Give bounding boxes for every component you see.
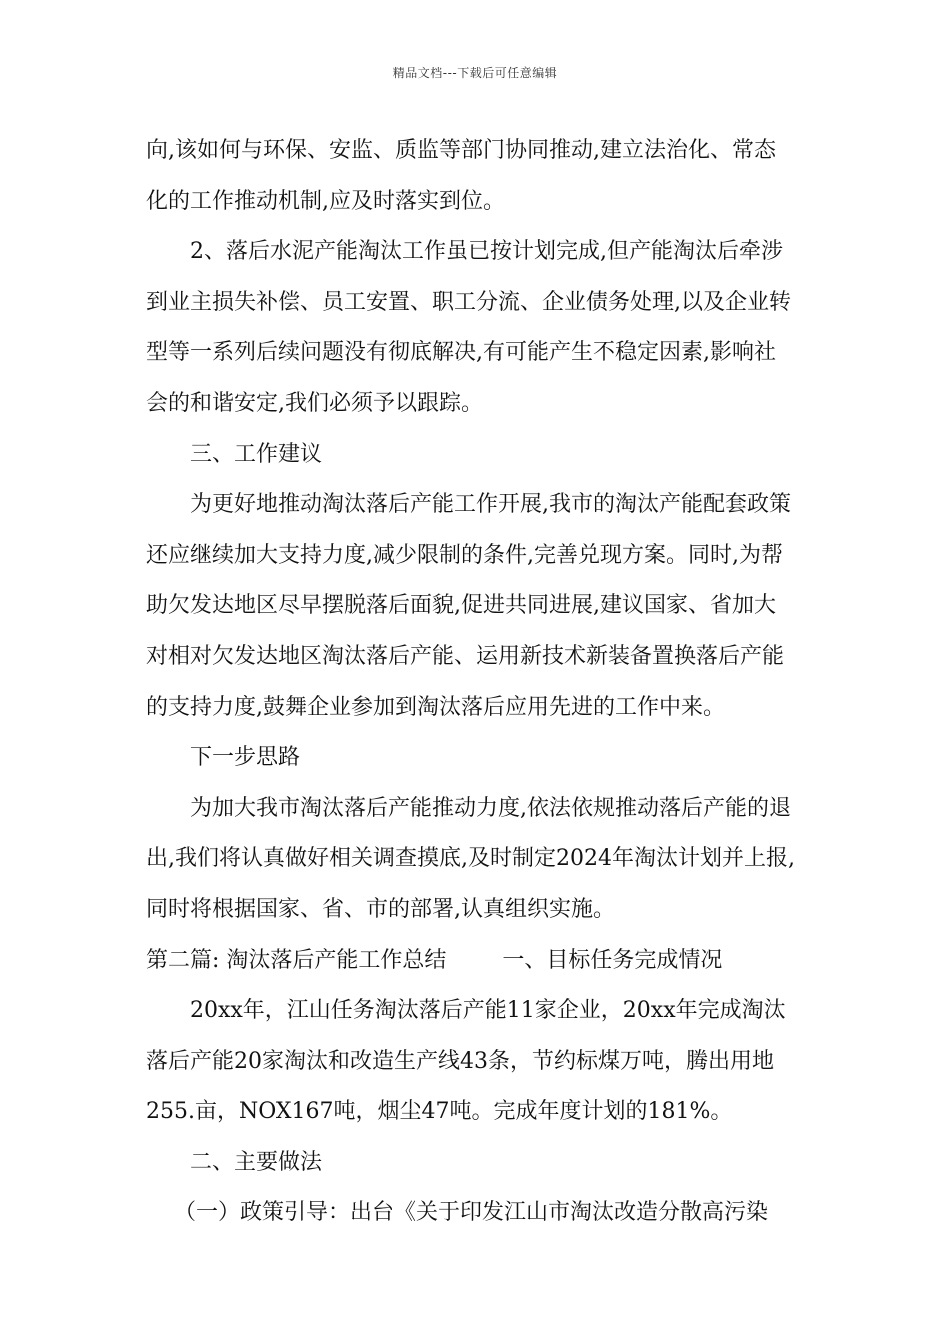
chapter-title: 第二篇: 淘汰落后产能工作总结 — [146, 947, 447, 973]
paragraph-line: 落后产能20家淘汰和改造生产线43条，节约标煤万吨，腾出用地 — [146, 1048, 774, 1074]
paragraph-line: 助欠发达地区尽早摆脱落后面貌,促进共同进展,建议国家、省加大 — [146, 593, 776, 619]
paragraph-line: 255.亩，NOX167吨，烟尘47吨。完成年度计划的181%。 — [146, 1099, 733, 1125]
section-heading: 下一步思路 — [190, 745, 301, 771]
paragraph-line: 出,我们将认真做好相关调查摸底,及时制定2024年淘汰计划并上报, — [146, 846, 795, 872]
section-heading: 一、目标任务完成情况 — [502, 947, 723, 973]
section-heading: 二、主要做法 — [190, 1149, 323, 1175]
page-header: 精品文档---下载后可任意编辑 — [392, 66, 558, 80]
paragraph-line: （一）政策引导：出台《关于印发江山市淘汰改造分散高污染 — [174, 1200, 769, 1226]
paragraph-line: 的支持力度,鼓舞企业参加到淘汰落后应用先进的工作中来。 — [146, 694, 725, 720]
paragraph-line: 型等一系列后续问题没有彻底解决,有可能产生不稳定因素,影响社 — [146, 340, 776, 366]
paragraph-line: 为更好地推动淘汰落后产能工作开展,我市的淘汰产能配套政策 — [190, 492, 791, 518]
paragraph-line: 化的工作推动机制,应及时落实到位。 — [146, 188, 505, 214]
chapter-heading-line — [146, 936, 806, 987]
paragraph-line: 2、落后水泥产能淘汰工作虽已按计划完成,但产能淘汰后牵涉 — [190, 239, 783, 265]
paragraph-line: 对相对欠发达地区淘汰落后产能、运用新技术新装备置换落后产能 — [146, 643, 785, 669]
paragraph-line: 还应继续加大支持力度,减少限制的条件,完善兑现方案。同时,为帮 — [146, 542, 783, 568]
paragraph-line: 为加大我市淘汰落后产能推动力度,依法依规推动落后产能的退 — [190, 795, 791, 821]
section-heading: 三、工作建议 — [190, 441, 323, 467]
paragraph-line: 同时将根据国家、省、市的部署,认真组织实施。 — [146, 896, 615, 922]
paragraph-line: 向,该如何与环保、安监、质监等部门协同推动,建立法治化、常态 — [146, 138, 776, 163]
paragraph-line: 会的和谐安定,我们必须予以跟踪。 — [146, 390, 483, 416]
document-body — [146, 126, 806, 1239]
paragraph-line: 到业主损失补偿、员工安置、职工分流、企业债务处理,以及企业转 — [146, 289, 791, 315]
paragraph-line: 20xx年，江山任务淘汰落后产能11家企业，20xx年完成淘汰 — [190, 998, 786, 1024]
